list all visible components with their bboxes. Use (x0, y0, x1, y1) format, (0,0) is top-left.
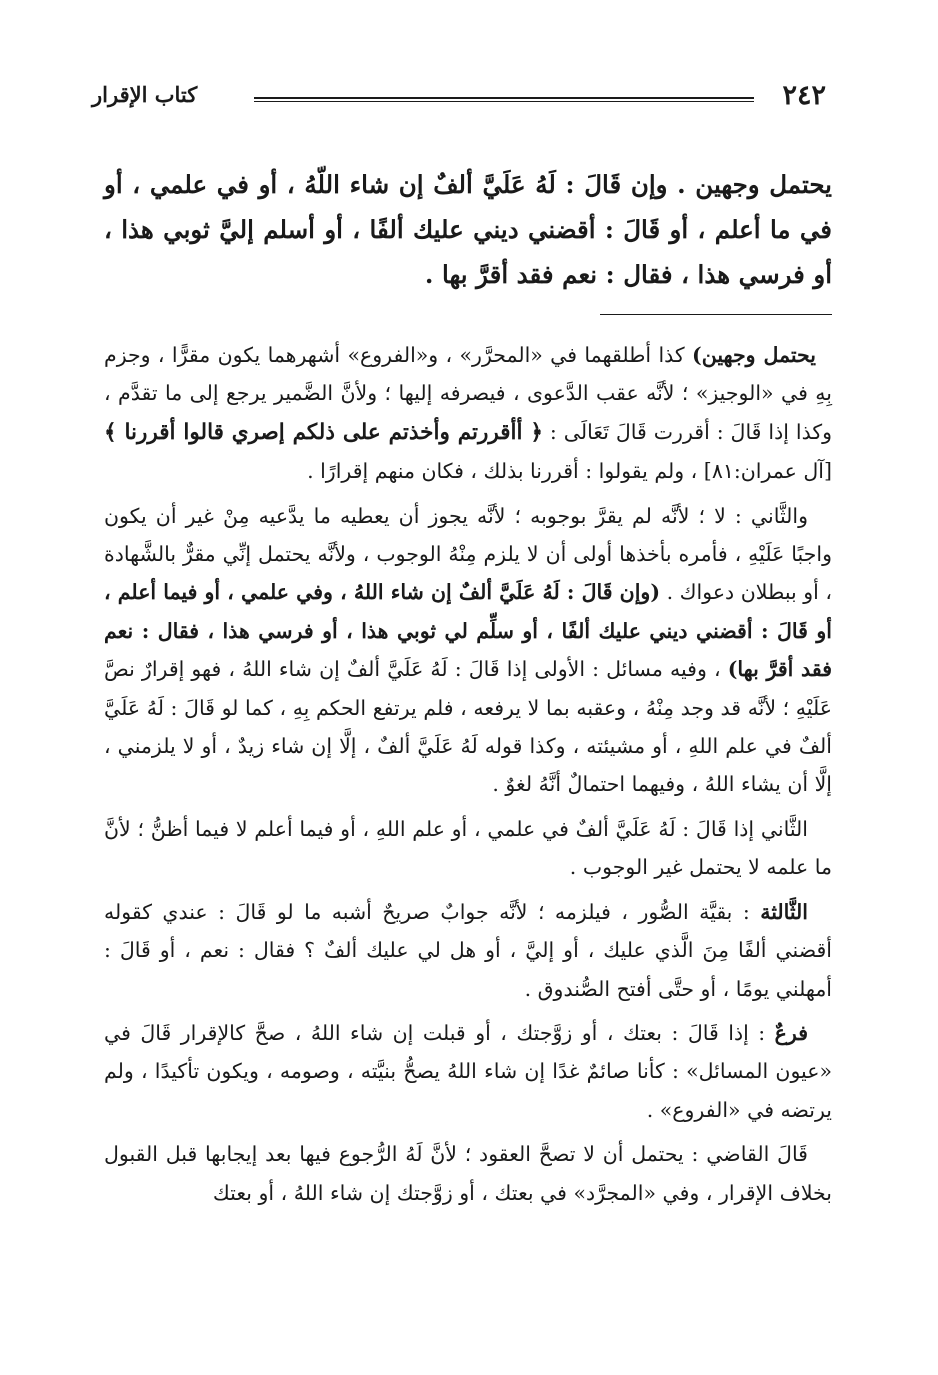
commentary-lead-5: فرعٌ (774, 1020, 808, 1045)
commentary (104, 336, 832, 1218)
page-header (92, 78, 826, 122)
commentary-text-1a: كذا أطلقهما في «المحرَّر» ، و«الفروع» أشهرهما يكون مقرًّا ، وجزم بِهِ في «الوجيز» ؛ لأنَّه عقب الدَّعوى ، فيصرفه إليها ؛ ولأنَّ الضَّمير يرجع إلى ما تقدَّم ، وكذا إذا قَالَ : أقررت قَالَ تَعَالَى : (104, 343, 832, 444)
footnote-separator (600, 314, 832, 315)
page-number: ٢٤٢ (782, 80, 826, 111)
commentary-text-5: : إذا قَالَ : بعتك ، أو زوَّجتك ، أو قبلت إن شاء اللهُ ، صحَّ كالإقرار قَالَ في «عيون المسائل» : كأنا صائمٌ غدًا إن شاء اللهُ يصحُّ بنيَّته ، وصومه ، ويكون تأكيدًا ، ولم يرتضه في «الفروع» . (104, 1020, 832, 1122)
commentary-paragraph-5 (104, 1014, 832, 1129)
commentary-text-3: الثَّاني إذا قَالَ : لَهُ عَلَيَّ ألفٌ في علمي ، أو علم اللهِ ، أو فيما أعلم لا فيما أظنُّ ؛ لأنَّ ما علمه لا يحتمل غير الوجوب . (104, 816, 832, 880)
commentary-paragraph-3 (104, 810, 832, 887)
commentary-text-6: قَالَ القاضي : يحتمل أن لا تصحَّ العقود ؛ لأنَّ لَهُ الرُّجوع فيها بعد إيجابها قبل القبول بخلاف الإقرار ، وفي «المجرَّد» في بعتك ، أو زوَّجتك إن شاء اللهُ ، أو بعتك (104, 1142, 832, 1205)
matn-quote: (وإن قَالَ : لَهُ عَلَيَّ ألفٌ إن شاء اللهُ ، وفي علمي ، أو فيما أعلم ، أو قَالَ : أقضني ديني عليك ألفًا ، أو سلِّم لي ثوبي هذا ، أو فرسي هذا ، فقال : نعم فقد أقرَّ بها) (104, 580, 832, 682)
book-title: كتاب الإقرار (92, 82, 198, 107)
commentary-text-1b: [آل عمران:٨١] ، ولم يقولوا : أقررنا بذلك ، فكان منهم إقرارًا . (307, 459, 832, 484)
main-text: يحتمل وجهين . وإن قَالَ : لَهُ عَلَيَّ ألفٌ إن شاء اللّهُ ، أو في علمي ، أو في ما أعلم ، أو قَالَ : أقضني ديني عليك ألفًا ، أو أسلم إليَّ ثوبي هذا ، أو فرسي هذا ، فقال : نعم فقد أقرَّ بها . (104, 170, 832, 289)
commentary-paragraph-1 (104, 336, 832, 491)
commentary-lead-4: الثَّالثة (760, 899, 808, 924)
commentary-paragraph-4 (104, 893, 832, 1008)
commentary-lead-1: يحتمل وجهين) (692, 343, 816, 367)
header-rule (254, 97, 754, 102)
commentary-text-2a: والثَّاني : لا ؛ لأنَّه لم يقرَّ بوجوبه ؛ لأنَّه يجوز أن يعطيه ما يدَّعيه مِنْ غير أن يكون واجبًا عَلَيْهِ ، فأمره بأخذها أولى أن لا يلزم مِنْهُ الوجوب ، ولأنَّه يحتمل إنِّي مقرٌّ بالشَّهادة ، أو ببطلان دعواك . (104, 503, 832, 605)
commentary-text-4: : بقيَّة الصُّور ، فيلزمه ؛ لأنَّه جوابٌ صريحٌ أشبه ما لو قَالَ : عندي كقوله أقضني ألفًا مِنَ الَّذي عليك ، أو إليَّ ، أو هل لي عليك ألفٌ ؟ فقال : نعم ، أو قَالَ : أمهلني يومًا ، أو حتَّى أفتح الصُّندوق . (104, 899, 832, 1001)
commentary-paragraph-2 (104, 497, 832, 804)
quran-quote: ﴿ أأقررتم وأخذتم على ذلكم إصري قالوا أقررنا ﴾ (104, 419, 543, 445)
commentary-paragraph-6 (104, 1135, 832, 1212)
commentary-text-2b: ، وفيه مسائل : الأولى إذا قَالَ : لَهُ عَلَيَّ ألفٌ إن شاء اللهُ ، فهو إقرارٌ نصَّ عَلَيْهِ ؛ لأنَّه قد وجد مِنْهُ ، وعقبه بما لا يرفعه ، فلم يرتفع الحكم بِهِ ، كما لو قَالَ : لَهُ عَلَيَّ ألفٌ في علم اللهِ ، أو مشيئته ، وكذا قوله لَهُ عَلَيَّ ألفٌ ، إلَّا إن شاء زيدٌ ، أو لا يلزمني ، إلَّا أن يشاء اللهُ ، وفيهما احتمالٌ أنَّهُ لغوٌ . (104, 657, 832, 797)
